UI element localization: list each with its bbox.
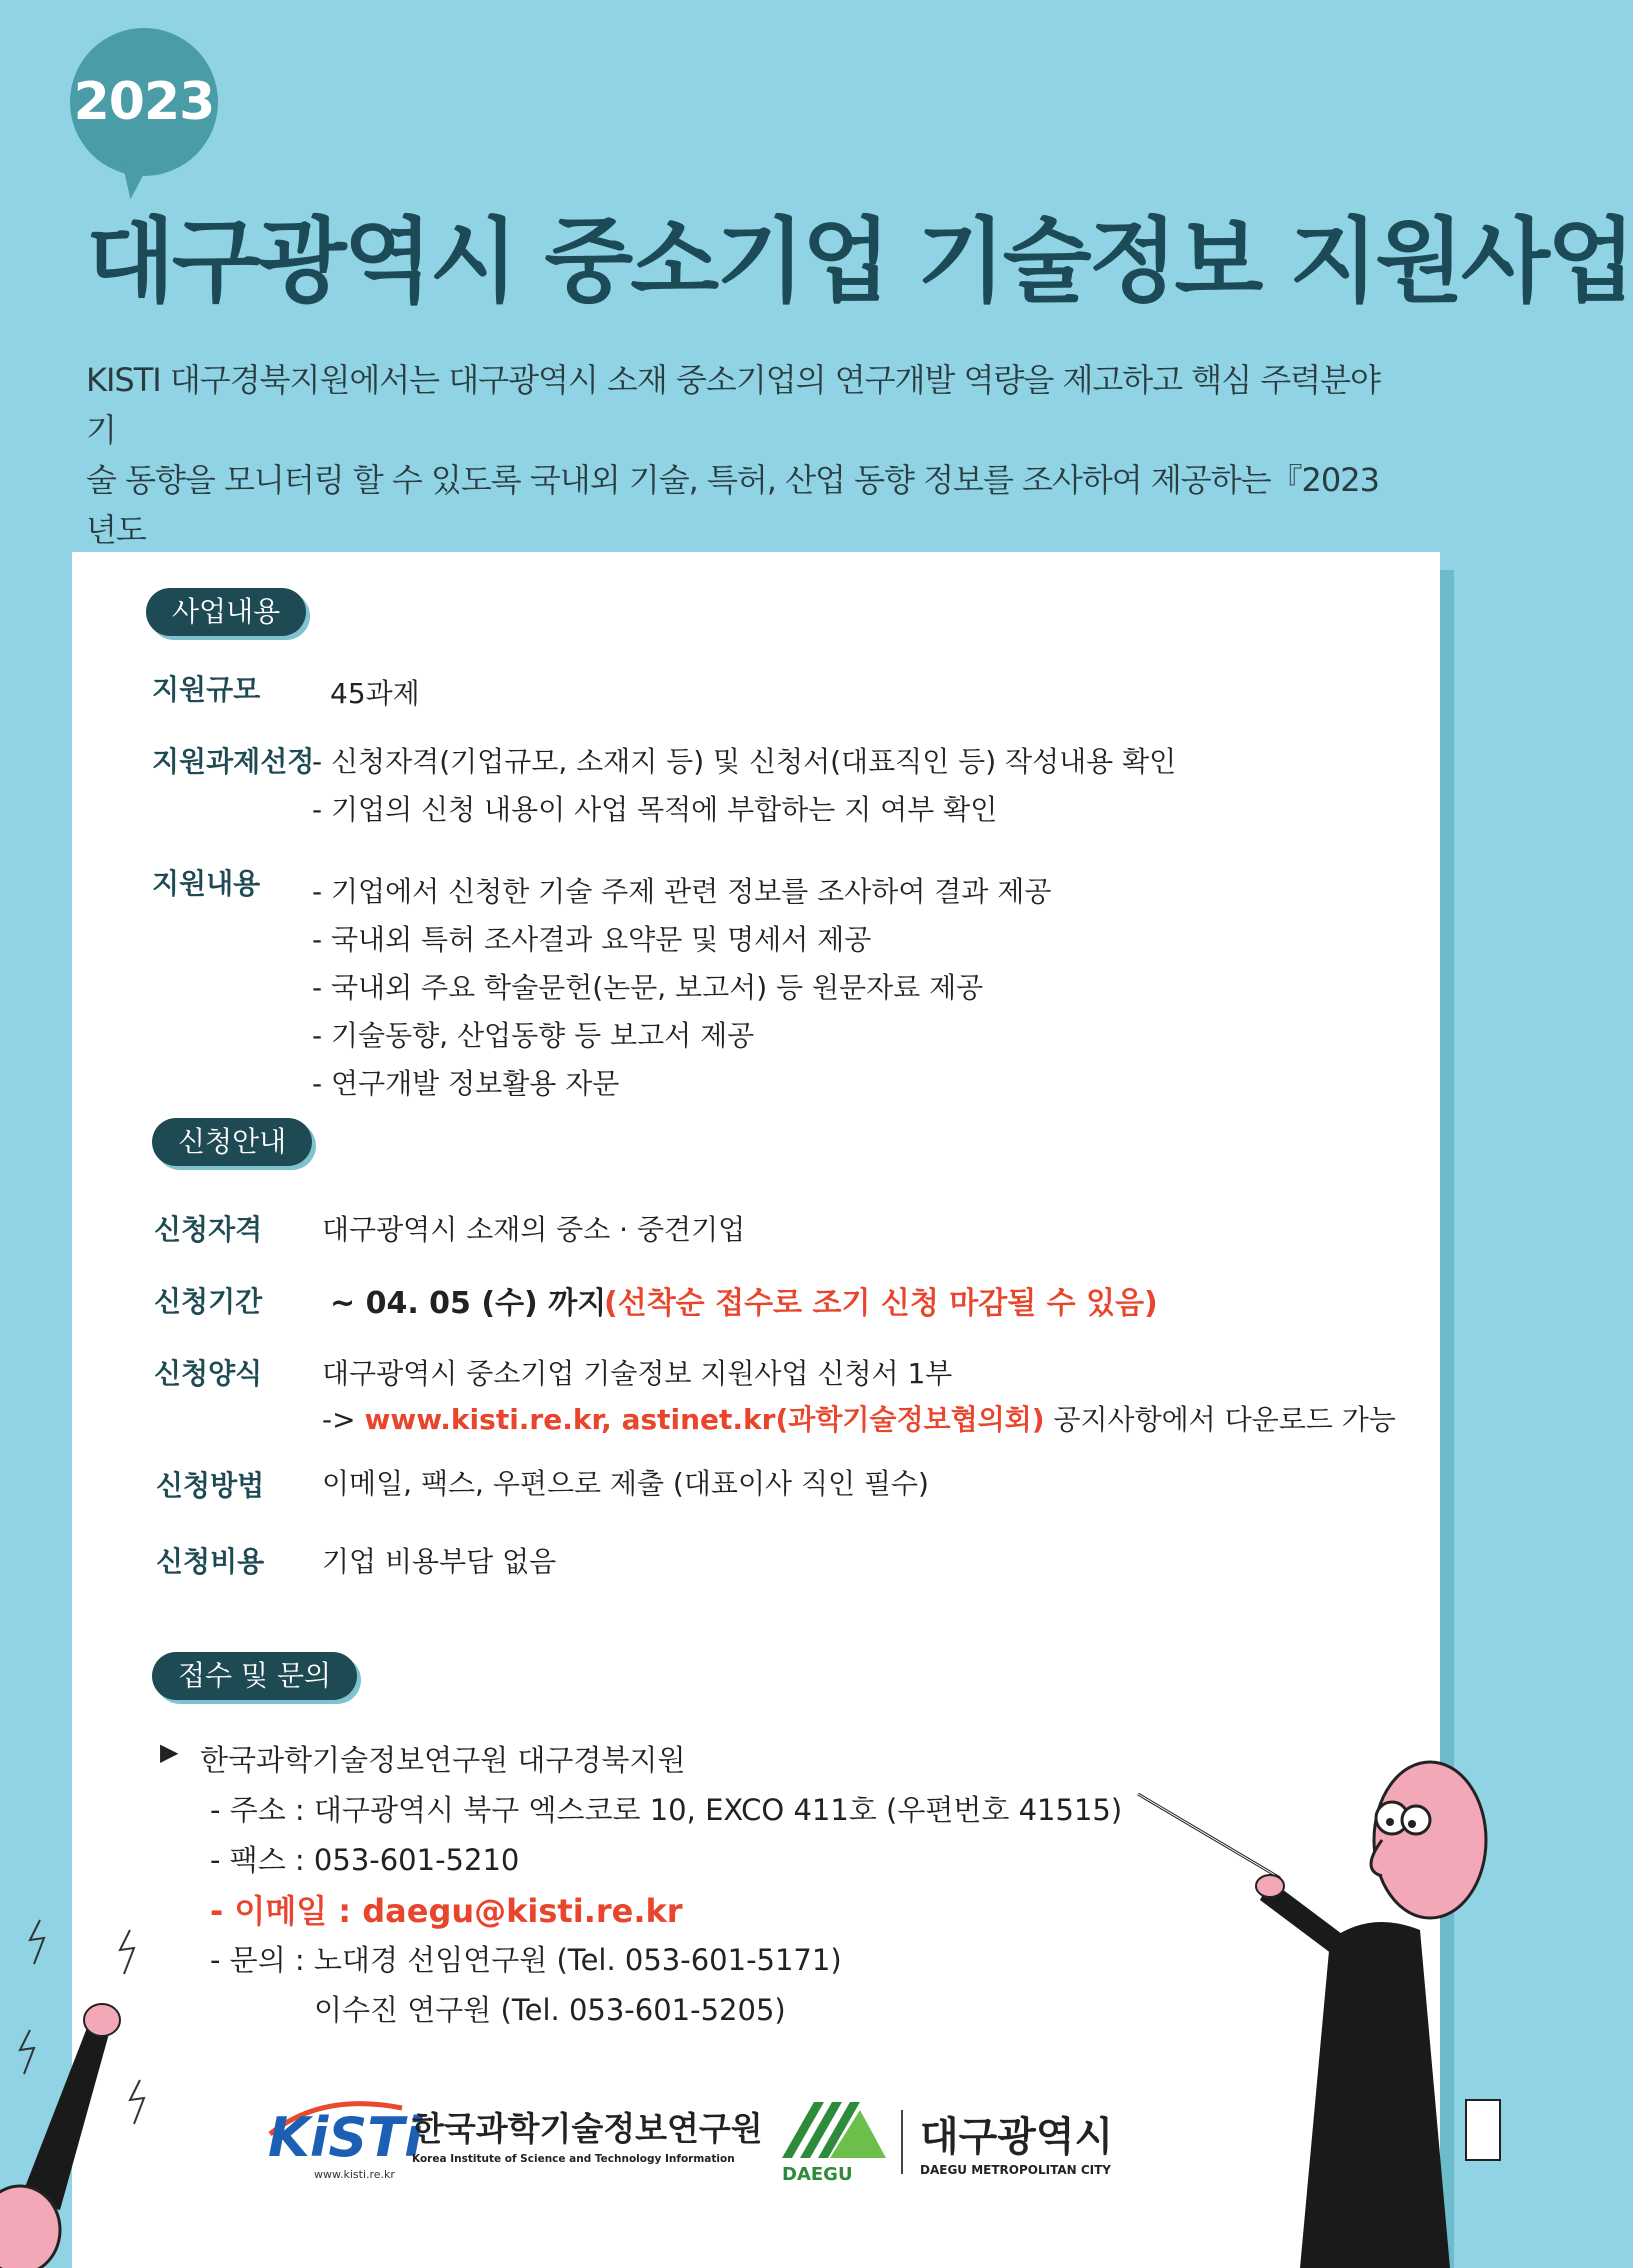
cost-label: 신청비용 [156,1545,265,1578]
content-item: - 국내외 주요 학술문헌(논문, 보고서) 등 원문자료 제공 [312,971,984,1004]
kisti-logo [262,2094,763,2184]
qualification-value: 대구광역시 소재의 중소 · 중견기업 [322,1213,746,1246]
clipboard [1466,2100,1500,2160]
selection-label: 지원과제선정 [152,745,315,778]
period-note: (선착순 접수로 조기 신청 마감될 수 있음) [604,1286,1158,1321]
form-arrow: -> [322,1403,356,1436]
intro-line: 술 동향을 모니터링 할 수 있도록 국내외 기술, 특허, 산업 동향 정보를 조사하여 제공하는『2023년도 [86,461,1379,549]
presenter-eye [1402,1806,1430,1834]
cheering-illustration [0,1900,170,2268]
selection-item: - 신청자격(기업규모, 소재지 등) 및 신청서(대표직인 등) 작성내용 확인 [312,745,1177,778]
period-value: ~ 04. 05 (수) 까지 [330,1286,607,1321]
spark-icon [30,1920,44,1964]
daegu-logo [778,2092,1178,2186]
kisti-name-en: Korea Institute of Science and Technology Information [412,2153,735,2165]
form-links[interactable]: www.kisti.re.kr, astinet.kr(과학기술정보협의회) [364,1403,1045,1436]
intro-line: KISTI 대구경북지원에서는 대구광역시 소재 중소기업의 연구개발 역량을 제고하고 핵심 주력분야 기 [86,361,1380,449]
scale-label: 지원규모 [152,673,261,706]
content-item: - 기업에서 신청한 기술 주제 관련 정보를 조사하여 결과 제공 [312,875,1052,908]
form-value: 대구광역시 중소기업 기술정보 지원사업 신청서 1부 [322,1357,953,1390]
kisti-mark: KiSTi [268,2106,423,2169]
presenter-illustration [1120,1690,1512,2268]
page-title: 대구광역시 중소기업 기술정보 지원사업 [86,208,1633,315]
method-label: 신청방법 [156,1469,265,1502]
contact-address: - 주소 : 대구광역시 북구 엑스코로 10, EXCO 411호 (우편번호 41515) [210,1793,1123,1827]
presenter-hand [1256,1875,1284,1897]
form-label: 신청양식 [154,1357,263,1390]
form-suffix: 공지사항에서 다운로드 가능 [1053,1403,1396,1436]
method-value: 이메일, 팩스, 우편으로 제출 (대표이사 직인 필수) [322,1467,929,1500]
content-label: 지원내용 [152,867,261,900]
presenter-head [1374,1762,1486,1918]
contact-org: 한국과학기술정보연구원 대구경북지원 [200,1743,686,1777]
spark-icon [120,1930,134,1974]
period-label: 신청기간 [154,1285,263,1318]
spark-icon [20,2030,34,2074]
content-item: - 기술동향, 산업동향 등 보고서 제공 [312,1019,755,1052]
content-item: - 연구개발 정보활용 자문 [312,1067,620,1100]
section-heading-apply: 신청안내 [152,1118,312,1166]
daegu-mark: DAEGU [782,2164,853,2185]
presenter-body [1300,1922,1450,2268]
daegu-name-kr: 대구광역시 [920,2114,1114,2160]
contact-email[interactable]: - 이메일 : daegu@kisti.re.kr [210,1892,683,1930]
contact-fax: - 팩스 : 053-601-5210 [210,1843,520,1877]
content-item: - 국내외 특허 조사결과 요약문 및 명세서 제공 [312,923,872,956]
contact-inquiry: 이수진 연구원 (Tel. 053-601-5205) [314,1993,786,2027]
form-download-line [322,1398,1396,1438]
cost-value: 기업 비용부담 없음 [322,1545,557,1578]
raised-fist [84,2004,120,2036]
qualification-label: 신청자격 [154,1213,263,1246]
daegu-name-en: DAEGU METROPOLITAN CITY [920,2163,1111,2177]
contact-inquiry: - 문의 : 노대경 선임연구원 (Tel. 053-601-5171) [210,1943,842,1977]
kisti-url: www.kisti.re.kr [314,2168,395,2181]
section-heading-contact: 접수 및 문의 [152,1652,357,1700]
scale-value: 45과제 [330,677,420,710]
year-badge [70,28,218,176]
selection-item: - 기업의 신청 내용이 사업 목적에 부합하는 지 여부 확인 [312,793,998,826]
spark-icon [130,2080,144,2124]
year-text: 2023 [73,72,215,132]
bullet-marker: ▶ [160,1738,179,1766]
section-heading-business: 사업내용 [146,588,306,636]
kisti-name-kr: 한국과학기술정보연구원 [412,2109,763,2148]
